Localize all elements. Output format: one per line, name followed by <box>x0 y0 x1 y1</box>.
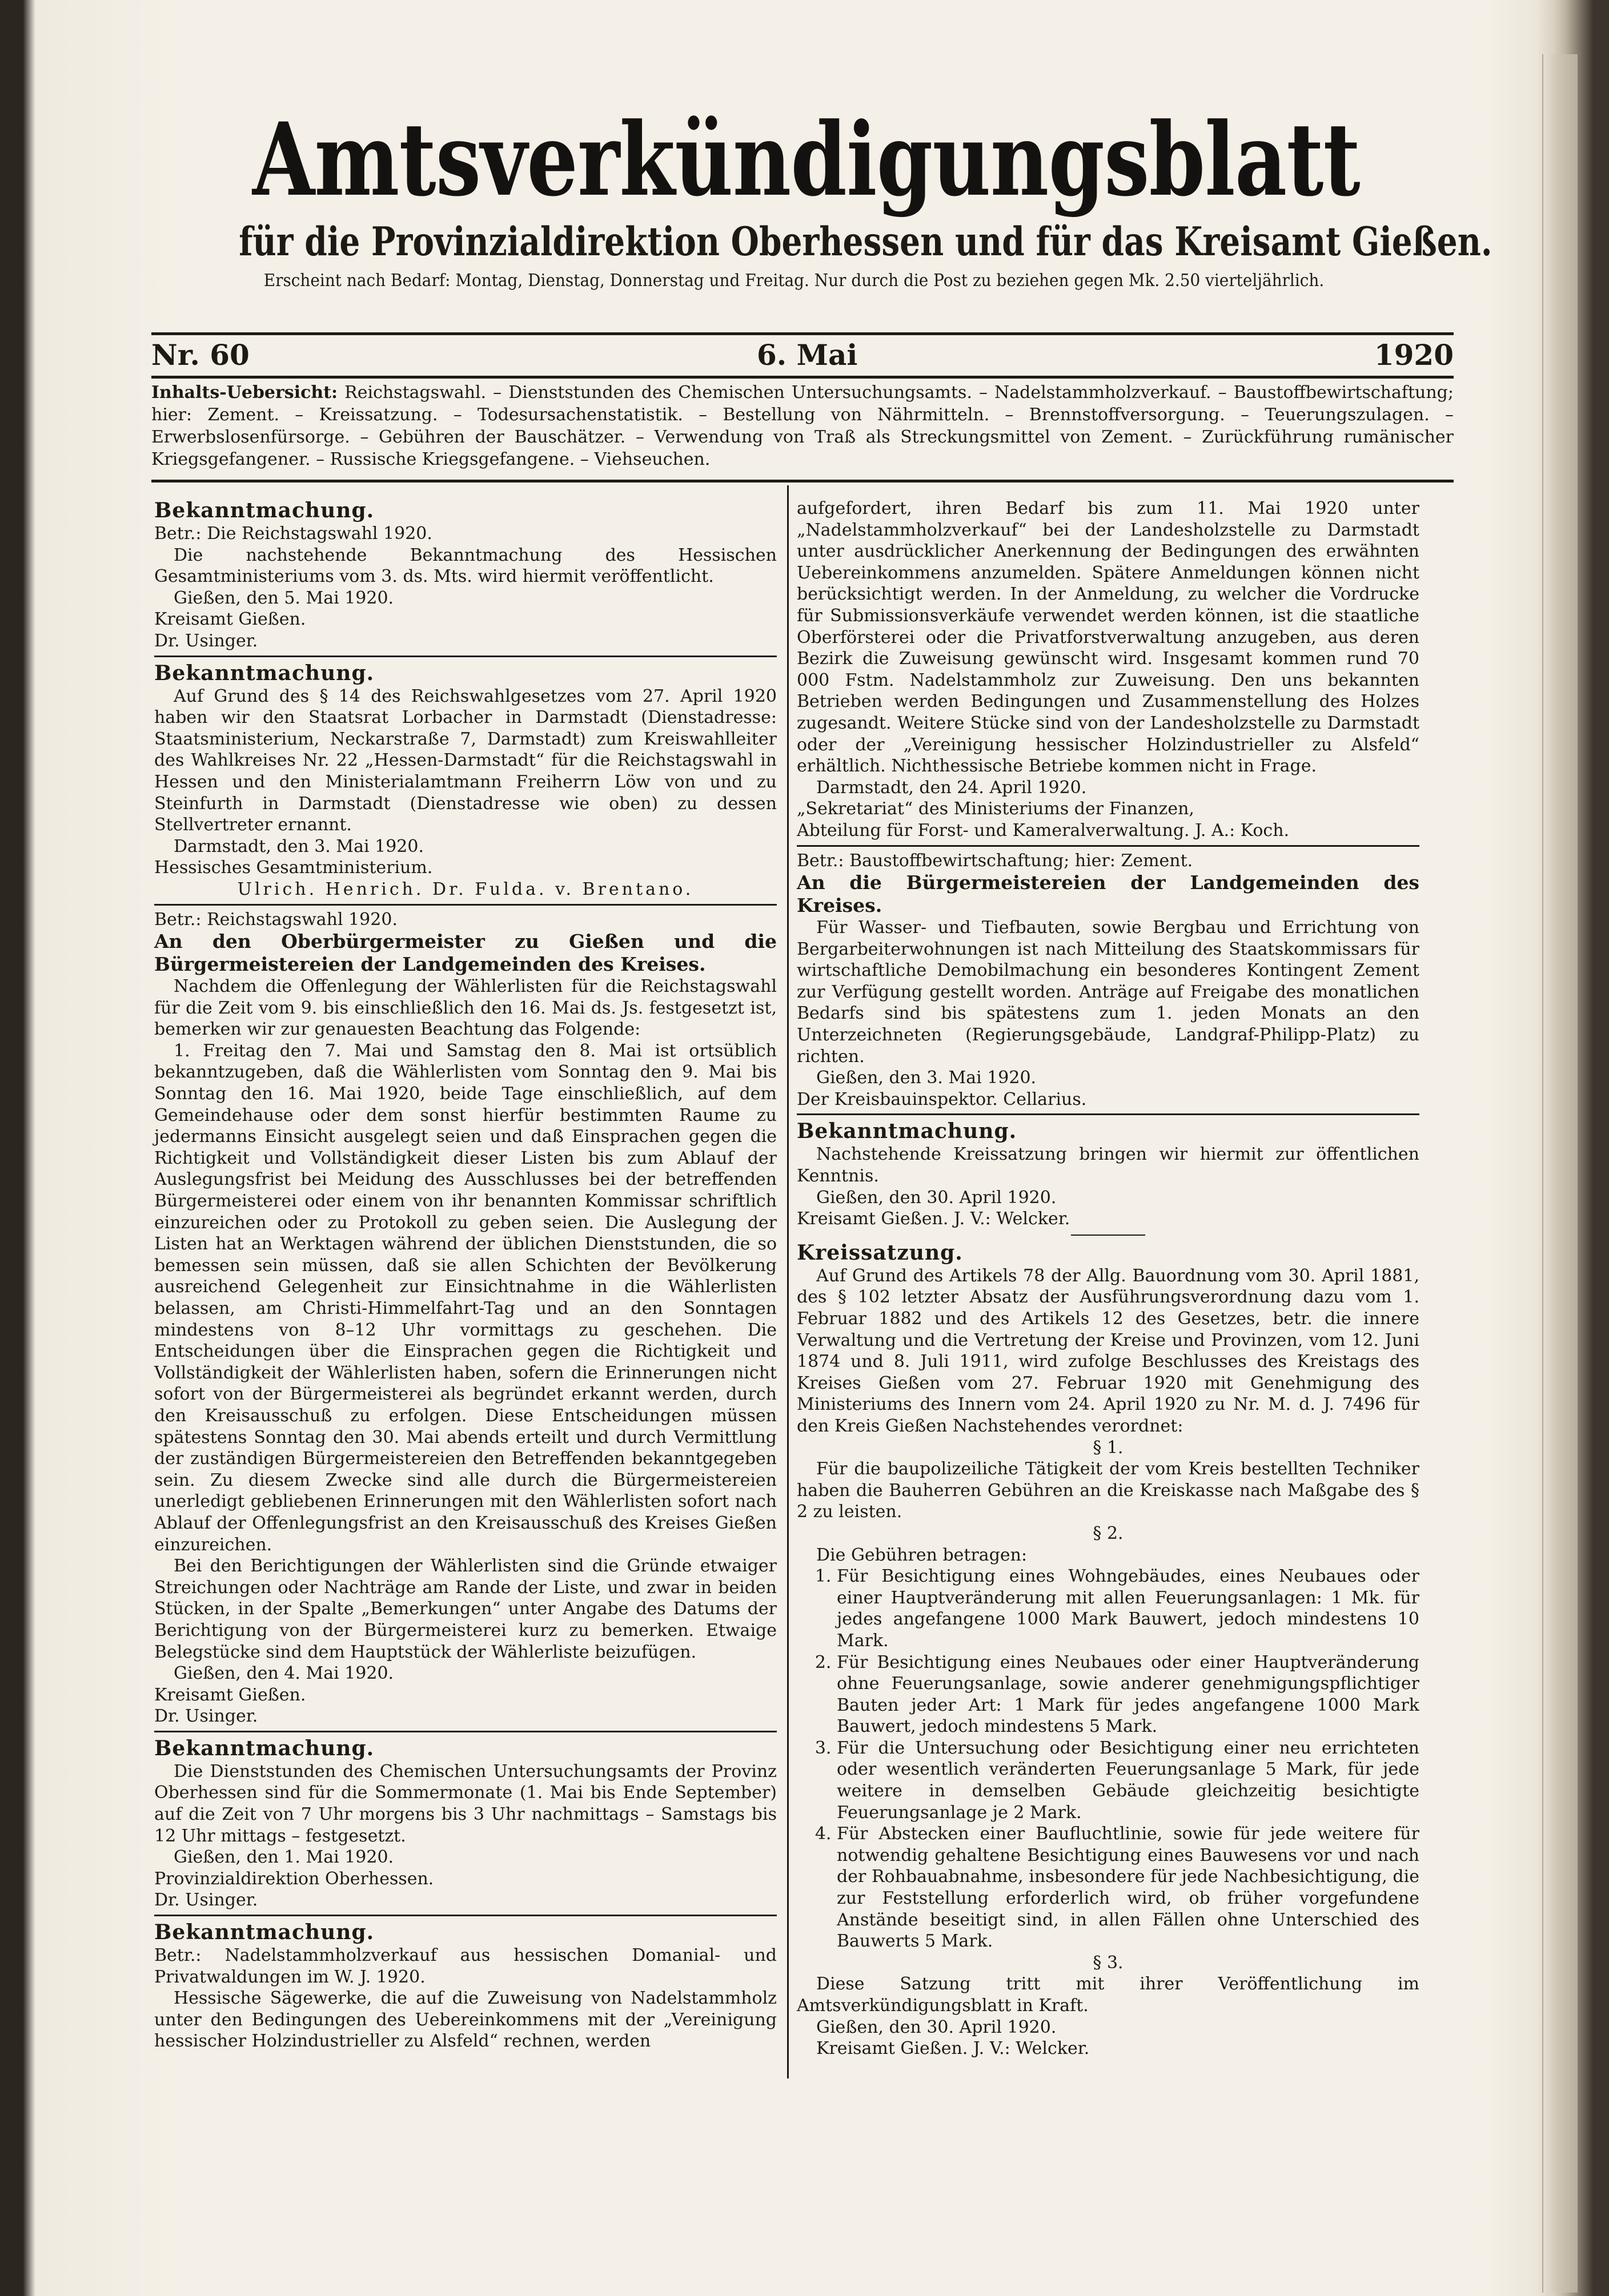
divider <box>154 656 777 657</box>
notice-signer: Der Kreisbauinspektor. Cellarius. <box>797 1089 1087 1109</box>
notice-signer: Dr. Usinger. <box>154 1706 258 1727</box>
notice-signer: Kreisamt Gießen. J. V.: Welcker. <box>797 1209 1070 1229</box>
notice-place-date: Gießen, den 5. Mai 1920. <box>174 588 394 608</box>
newspaper-subtitle: für die Provinzialdirektion Oberhessen und für das Kreisamt Gießen. <box>239 219 1492 265</box>
fee-list <box>797 1566 1419 1952</box>
fee-item: 2. Für Besichtigung eines Neubaues oder einer Hauptveränderung ohne Feuerungsanlage, sowie anderer genehmigungspflichtiger Bauten jeder Art: 1 Mark für jedes angefangene 1000 Mark Bauwert, jedoch mindestens 5 Mark. <box>837 1652 1419 1738</box>
notice-body: Hessische Sägewerke, die auf die Zuweisung von Nadelstammholz unter den Bedingungen des Uebereinkommens mit der „Vereinigung hessischer Holzindustrieller zu Alsfeld“ rechnen, werden <box>154 1988 777 2052</box>
notice-signers: Ulrich. Henrich. Dr. Fulda. v. Brentano. <box>237 879 694 899</box>
notice-heading: Bekanntmachung. <box>154 1920 375 1945</box>
notice-heading: Bekanntmachung. <box>797 1119 1017 1144</box>
notice-paragraph: Bei den Berichtigungen der Wählerlisten sind die Gründe etwaiger Streichungen oder Nachträge am Rande der Liste, und zwar in beiden Stücken, in der Spalte „Bemerkungen“ unter Angabe des Datums der Berichtigung von der Bürgermeisterei kurz zu bemerken. Etwaige Belegstücke sind dem Hauptstück der Wählerliste beizufügen. <box>154 1556 777 1662</box>
notice-subject: Betr.: Die Reichstagswahl 1920. <box>154 524 432 544</box>
notice-reichstagswahl <box>154 498 777 652</box>
left-column <box>154 498 777 2052</box>
notice-waehlerlisten <box>154 909 777 1727</box>
notice-body: Für Wasser- und Tiefbauten, sowie Bergbau und Errichtung von Bergarbeiterwohnungen ist nach Mitteilung des Staatskommissars für wirtschaftliche Demobilmachung ein besonderes Kontingent Zement zur Verfügung gestellt worden. Anträge auf Freigabe des monatlichen Bedarfs sind bis spätestens zum 1. jeden Monats an den Unterzeichneten (Regierungsgebäude, Landgraf-Philipp-Platz) zu richten. <box>797 918 1419 1067</box>
short-divider <box>1071 1235 1145 1236</box>
notice-office: „Sekretariat“ des Ministeriums der Finanzen, <box>797 799 1194 819</box>
issue-date: 6. Mai <box>757 338 858 372</box>
notice-heading: An die Bürgermeistereien der Landgemeinden des Kreises. <box>797 871 1419 917</box>
notice-signer: Dr. Usinger. <box>154 630 258 651</box>
fee-item: 4. Für Abstecken einer Baufluchtlinie, sowie für jede weitere für notwendig gehaltene Besichtigung eines Bauwesens vor und nach der Rohbauabnahme, insbesondere für jede Nachbesichtigung, die zur Feststellung erforderlich wird, ob früher vorgefundene Anstände beseitigt sind, in allen Fällen ohne Unterschied des Bauwerts 5 Mark. <box>837 1823 1419 1952</box>
notice-body: Die Dienststunden des Chemischen Untersuchungsamts der Provinz Oberhessen sind für die Sommermonate (1. Mai bis Ende September) auf die Zeit von 7 Uhr morgens bis 3 Uhr nachmittags – Samstags bis 12 Uhr mittags – festgesetzt. <box>154 1761 777 1846</box>
fee-item: 1. Für Besichtigung eines Wohngebäudes, eines Neubaues oder einer Hauptveränderung mit allen Feuerungsanlagen: 1 Mk. für jedes angefangene 1000 Mark Bauwert, jedoch mindestens 10 Mark. <box>837 1566 1419 1651</box>
divider <box>797 1113 1419 1115</box>
notice-body: Nachstehende Kreissatzung bringen wir hiermit zur öffentlichen Kenntnis. <box>797 1144 1419 1187</box>
notice-place-date: Darmstadt, den 24. April 1920. <box>816 777 1087 798</box>
divider <box>797 845 1419 847</box>
notice-place-date: Gießen, den 3. Mai 1920. <box>816 1068 1037 1088</box>
notice-place-date: Gießen, den 4. Mai 1920. <box>174 1663 394 1684</box>
notice-office: Provinzialdirektion Oberhessen. <box>154 1868 434 1889</box>
notice-subject: Betr.: Baustoffbewirtschaftung; hier: Zement. <box>797 850 1193 871</box>
notice-heading: Bekanntmachung. <box>154 1736 375 1760</box>
notice-kreiswahlleiter <box>154 661 777 900</box>
notice-subject: Betr.: Reichstagswahl 1920. <box>154 909 398 930</box>
notice-kreissatzung <box>797 1119 1419 2059</box>
issue-line <box>151 337 1454 373</box>
notice-paragraph: Nachdem die Offenlegung der Wählerlisten für die Reichstagswahl für die Zeit vom 9. bis einschließlich den 16. Mai ds. Js. festgesetzt ist, bemerken wir zur genauesten Beachtung das Folgende: <box>154 976 777 1040</box>
contents-label: Inhalts-Uebersicht: <box>151 383 338 403</box>
notice-place-date: Gießen, den 1. Mai 1920. <box>174 1847 394 1868</box>
notice-body: aufgefordert, ihren Bedarf bis zum 11. Mai 1920 unter „Nadelstammholzverkauf“ bei der Landesholzstelle zu Darmstadt unter ausdrücklicher Anerkennung der Bedingungen des erwähnten Uebereinkommens anzumelden. Spätere Anmeldungen können nicht berücksichtigt werden. In der Anmeldung, zu welcher die Vordrucke für Submissionsverkäufe verwendet werden können, ist die staatliche Oberförsterei oder die Privatforstverwaltung anzugeben, aus deren Bezirk die Zuweisung gewünscht wird. Insgesamt kommen rund 70 000 Fstm. Nadelstammholz zur Zuweisung. Den uns bekannten Betrieben werden Bedingungen und Zusammenstellung des Holzes zugesandt. Weitere Stücke sind von der Landesholzstelle zu Darmstadt oder der „Vereinigung hessischer Holzindustrieller zu Alsfeld“ erhältlich. Nichthessische Betriebe kommen nicht in Frage. <box>797 498 1419 777</box>
section-intro: Die Gebühren betragen: <box>816 1545 1028 1565</box>
notice-office: Hessisches Gesamtministerium. <box>154 858 433 878</box>
issue-year: 1920 <box>1374 338 1454 372</box>
divider <box>154 1731 777 1732</box>
statute-heading: Kreissatzung. <box>797 1240 963 1265</box>
notice-heading: Bekanntmachung. <box>154 661 375 685</box>
notice-heading: Bekanntmachung. <box>154 498 375 522</box>
notice-subject: Betr.: Nadelstammholzverkauf aus hessischen Domanial- und Privatwaldungen im W. J. 1920. <box>154 1945 777 1987</box>
column-divider <box>787 485 789 2078</box>
notice-signer: Dr. Usinger. <box>154 1890 258 1911</box>
section-text: Für die baupolizeiliche Tätigkeit der vom Kreis bestellten Techniker haben die Bauherren Gebühren an die Kreiskasse nach Maßgabe des § 2 zu leisten. <box>797 1459 1419 1522</box>
notice-place-date: Gießen, den 30. April 1920. <box>816 2017 1057 2037</box>
newspaper-title: Amtsverkündigungsblatt <box>252 100 1360 219</box>
fee-item: 3. Für die Untersuchung oder Besichtigung einer neu errichteten oder wesentlich veränderten Feuerungsanlage 5 Mark, für jede weitere in demselben Gebäude gleichzeitig besichtigte Feuerungsanlage je 2 Mark. <box>837 1738 1419 1823</box>
notice-dienststunden <box>154 1736 777 1911</box>
notice-nadelstammholz <box>154 1920 777 2052</box>
top-rule <box>151 332 1454 335</box>
divider <box>154 1915 777 1916</box>
notice-zement <box>797 850 1419 1111</box>
notice-office: Kreisamt Gießen. <box>154 609 306 630</box>
issue-rule <box>151 376 1454 379</box>
notice-place-date: Darmstadt, den 3. Mai 1920. <box>174 836 424 857</box>
contents-rule <box>151 480 1454 482</box>
notice-heading: An den Oberbürgermeister zu Gießen und die Bürgermeistereien der Landgemeinden des Kreises. <box>154 930 777 976</box>
divider <box>154 904 777 906</box>
publication-note: Erscheint nach Bedarf: Montag, Dienstag, Donnerstag und Freitag. Nur durch die Post zu beziehen gegen Mk. 2.50 vierteljährlich. <box>263 271 1325 291</box>
section-number: § 2. <box>1093 1523 1124 1543</box>
notice-paragraph: 1. Freitag den 7. Mai und Samstag den 8. Mai ist ortsüblich bekanntzugeben, daß die Wählerlisten vom Sonntag den 9. Mai bis Sonntag den 16. Mai 1920, beide Tage einschließlich, auf dem Gemeindehause oder dem sonst hierfür bestimmten Raume zu jedermanns Einsicht ausgelegt seien und daß Einsprachen gegen die Richtigkeit und Vollständigkeit dieser Listen bis zum Ablauf der Auslegungsfrist bei Meidung des Ausschlusses bei der betreffenden Bürgermeisterei oder einem von ihr benannten Kommissar schriftlich einzureichen oder zu Protokoll zu geben seien. Die Auslegung der Listen hat an Werktagen während der üblichen Dienststunden, die so bemessen sein müssen, daß sie allen Schichten der Bevölkerung ausreichend Gelegenheit zur Einsichtnahme in die Wählerlisten belassen, am Christi-Himmelfahrt-Tag und an den Sonntagen mindestens von 8–12 Uhr vormittags zu geschehen. Die Entscheidungen über die Einsprachen gegen die Richtigkeit und Vollständigkeit der Wählerlisten haben, sofern die Erinnerungen nicht sofort von der Bürgermeisterei als begründet erkannt werden, durch den Kreisausschuß zu erfolgen. Diese Entscheidungen müssen spätestens Sonntag den 30. Mai abends erteilt und durch Vermittlung der zuständigen Bürgermeistereien den Betreffenden bekanntgegeben sein. Zu diesem Zwecke sind alle durch die Bürgermeistereien unerledigt gebliebenen Erinnerungen mit den Wählerlisten sofort nach Ablauf der Offenlegungsfrist an den Kreisausschuß des Kreises Gießen einzureichen. <box>154 1040 777 1555</box>
section-text: Diese Satzung tritt mit ihrer Veröffentlichung im Amtsverkündigungsblatt in Kraft. <box>797 1974 1419 2016</box>
notice-body: Die nachstehende Bekanntmachung des Hessischen Gesamtministeriums vom 3. ds. Mts. wird hiermit veröffentlicht. <box>154 545 777 587</box>
section-number: § 3. <box>1093 1952 1124 1973</box>
notice-signer: Kreisamt Gießen. J. V.: Welcker. <box>816 2038 1090 2059</box>
table-of-contents <box>151 381 1454 471</box>
section-number: § 1. <box>1093 1437 1124 1458</box>
statute-intro: Auf Grund des Artikels 78 der Allg. Bauordnung vom 30. April 1881, des § 102 letzter Absatz der Ausführungsverordnung dazu vom 1. Februar 1882 und des Artikels 12 des Gesetzes, betr. die innere Verwaltung und die Vertretung der Kreise und Provinzen, vom 12. Juni 1874 und 8. Juli 1911, wird zufolge Beschlusses des Kreistags des Kreises Gießen vom 27. Februar 1920 mit Genehmigung des Ministeriums des Innern vom 24. April 1920 zu Nr. M. d. J. 7496 für den Kreis Gießen Nachstehendes verordnet: <box>797 1265 1419 1436</box>
notice-office: Kreisamt Gießen. <box>154 1684 306 1705</box>
book-binding-edge <box>1542 54 1578 2293</box>
issue-number: Nr. 60 <box>151 338 250 372</box>
right-column <box>797 498 1419 2060</box>
notice-nadelstammholz-continued <box>797 498 1419 842</box>
contents-text: Reichstagswahl. – Dienststunden des Chemischen Untersuchungsamts. – Nadelstammholzverkauf. – Baustoffbewirtschaftung; hier: Zement. – Kreissatzung. – Todesursachenstatistik. – Bestellung von Nährmitteln. – Brennstoffversorgung. – Teuerungszulagen. – Erwerbslosenfürsorge. – Gebühren der Bauschätzer. – Verwendung von Traß als Streckungsmittel von Zement. – Zurückführung rumänischer Kriegsgefangener. – Russische Kriegsgefangene. – Viehseuchen. <box>151 383 1454 469</box>
notice-place-date: Gießen, den 30. April 1920. <box>816 1187 1057 1208</box>
notice-signer: Abteilung für Forst- und Kameralverwaltung. J. A.: Koch. <box>797 820 1290 841</box>
masthead <box>117 100 1492 294</box>
notice-body: Auf Grund des § 14 des Reichswahlgesetzes vom 27. April 1920 haben wir den Staatsrat Lorbacher in Darmstadt (Dienstadresse: Staatsministerium, Neckarstraße 7, Darmstadt) zum Kreiswahlleiter des Wahlkreises Nr. 22 „Hessen-Darmstadt“ für die Reichstagswahl in Hessen und den Ministerialamtmann Freiherrn Löw von und zu Steinfurth in Darmstadt (Dienstadresse wie oben) zu dessen Stellvertreter ernannt. <box>154 686 777 835</box>
